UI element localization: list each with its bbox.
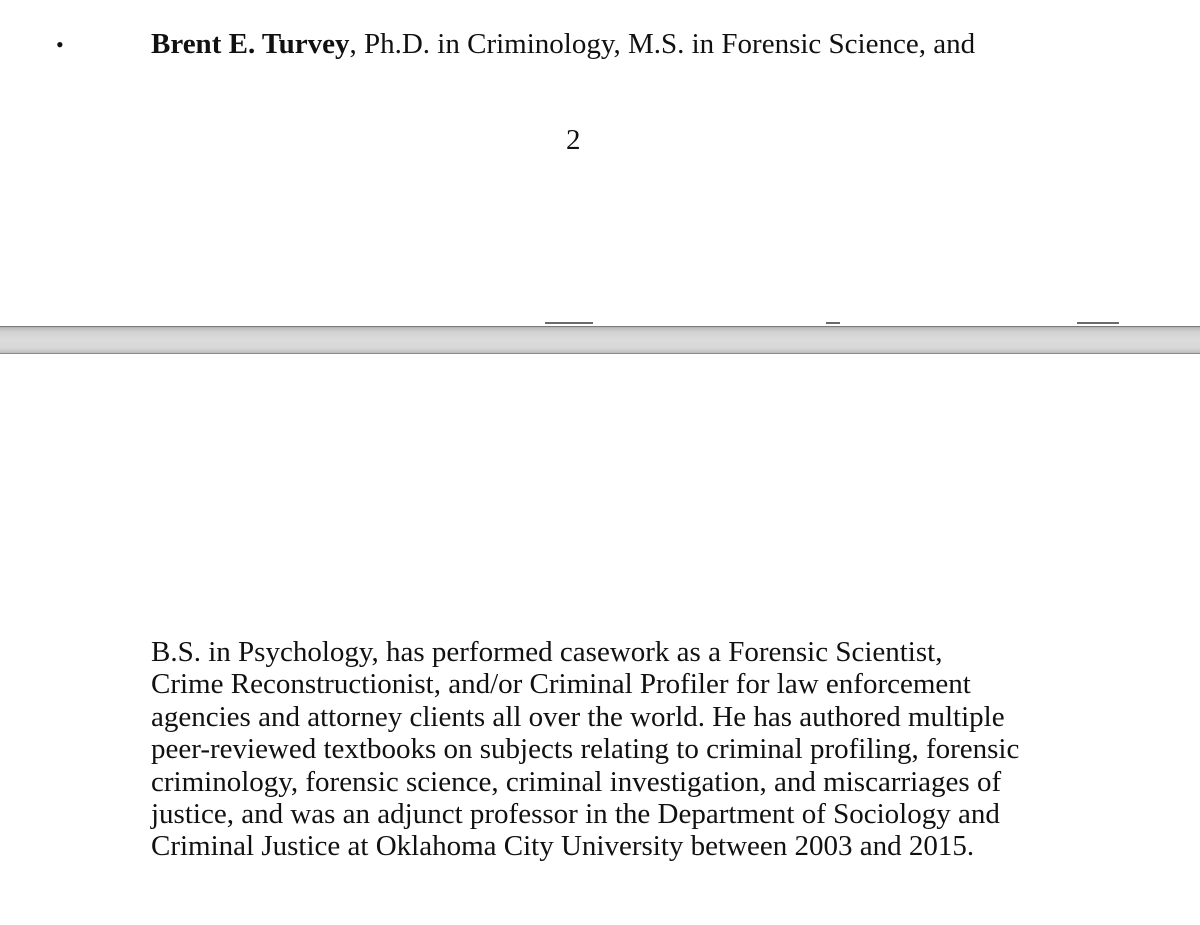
paragraph-line: Criminal Justice at Oklahoma City University between 2003 and 2015. xyxy=(151,830,975,863)
paragraph-line: agencies and attorney clients all over the world. He has authored multiple xyxy=(151,700,1005,733)
paragraph-line: criminology, forensic science, criminal investigation, and miscarriages of xyxy=(151,765,1002,798)
list-bullet: • xyxy=(56,32,64,57)
bio-first-line-text: , Ph.D. in Criminology, M.S. in Forensic Science, and xyxy=(349,28,976,60)
page-number: 2 xyxy=(566,124,581,156)
paragraph-line: justice, and was an adjunct professor in the Department of Sociology and xyxy=(151,798,1000,831)
page-break-edge-top xyxy=(0,326,1200,327)
scan-speck xyxy=(545,322,593,324)
paragraph-line: B.S. in Psychology, has performed casework as a Forensic Scientist, xyxy=(151,636,943,668)
bio-paragraph xyxy=(151,636,1151,863)
document-page-top xyxy=(0,0,1200,326)
page-break-divider xyxy=(0,326,1200,354)
person-name: Brent E. Turvey xyxy=(151,28,350,60)
scan-speck xyxy=(1077,322,1119,324)
paragraph-line: Crime Reconstructionist, and/or Criminal Profiler for law enforcement xyxy=(151,668,971,701)
bio-first-line xyxy=(151,26,975,62)
paragraph-line: peer-reviewed textbooks on subjects relating to criminal profiling, forensic xyxy=(151,733,1020,766)
scan-speck xyxy=(826,322,840,324)
